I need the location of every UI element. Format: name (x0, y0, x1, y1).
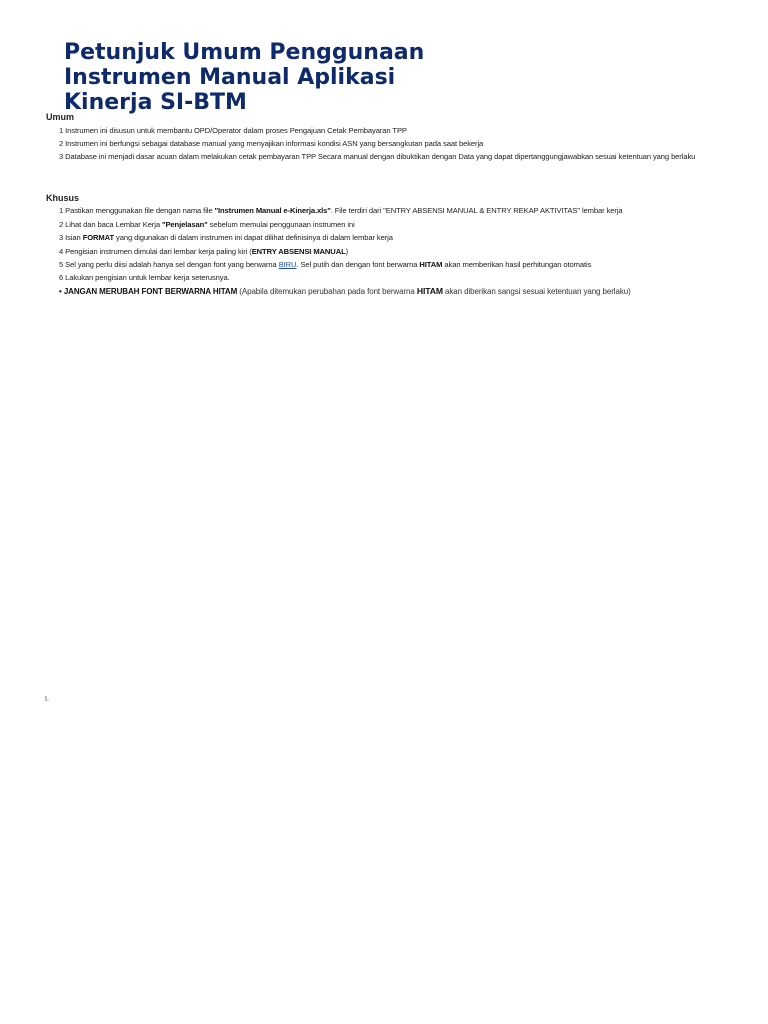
bullet-icon: • (59, 287, 62, 296)
khusus-item-5-post: akan memberikan hasil perhitungan otomatis (442, 260, 592, 269)
khusus-item-1 (59, 206, 623, 216)
khusus-item-1-pre: 1 Pastikan menggunakan file dengan nama file (59, 206, 215, 215)
khusus-item-3 (59, 233, 393, 243)
khusus-item-6: 6 Lakukan pengisian untuk lembar kerja seterusnya. (59, 273, 230, 282)
khusus-item-1-post: . File terdiri dari "ENTRY ABSENSI MANUAL & ENTRY REKAP AKTIVITAS" lembar kerja (330, 206, 623, 215)
warning-note-pre: (Apabila ditemukan perubahan pada font berwarna (237, 287, 417, 296)
section-heading-umum: Umum (46, 112, 75, 122)
khusus-item-2-sheet: "Penjelasan" (161, 220, 208, 229)
warning-bold: JANGAN MERUBAH FONT BERWARNA HITAM (63, 287, 238, 296)
khusus-item-2-post: sebelum memulai penggunaan instrumen ini (207, 220, 355, 229)
khusus-item-4-pre: 4 Pengisian instrumen dimulai dari lembar kerja paling kiri ( (59, 247, 252, 256)
umum-item-3: 3 Database ini menjadi dasar acuan dalam melakukan cetak pembayaran TPP Secara manual dengan dibuktikan dengan Data yang dapat dipertanggungjawabkan sesuai ketentuan yang berlaku (59, 152, 696, 161)
warning-note-hitam: HITAM (416, 286, 443, 296)
khusus-item-5-mid: . Sel putih dan dengan font berwarna (296, 260, 420, 269)
title-line-3: Kinerja SI-BTM (64, 90, 247, 114)
biru-link[interactable]: BIRU (278, 260, 297, 269)
warning-line (59, 286, 631, 297)
khusus-item-1-filename: "Instrumen Manual e-Kinerja.xls" (214, 206, 331, 215)
khusus-item-5-pre: 5 Sel yang perlu diisi adalah hanya sel dengan font yang berwarna (59, 260, 279, 269)
title-line-1: Petunjuk Umum Penggunaan (64, 40, 425, 65)
khusus-item-5 (59, 260, 591, 270)
khusus-item-4-post: ) (345, 247, 349, 256)
warning-note-post: akan diberikan sangsi sesuai ketentuan yang berlaku) (442, 287, 631, 296)
khusus-item-4 (59, 247, 348, 257)
khusus-item-3-format: FORMAT (82, 233, 115, 242)
khusus-item-5-hitam: HITAM (419, 260, 443, 269)
khusus-item-4-sheet: ENTRY ABSENSI MANUAL (251, 247, 346, 256)
khusus-item-2 (59, 220, 355, 230)
khusus-item-2-pre: 2 Lihat dan baca Lembar Kerja (59, 220, 162, 229)
section-heading-khusus: Khusus (46, 193, 80, 203)
umum-item-1: 1 Instrumen ini disusun untuk membantu OPD/Operator dalam proses Pengajuan Cetak Pembayaran TPP (59, 126, 407, 135)
footer-marker: I. (45, 696, 49, 703)
page-title (64, 36, 524, 114)
khusus-item-3-pre: 3 Isian (59, 233, 83, 242)
umum-item-2: 2 Instrumen ini berfungsi sebagai database manual yang menyajikan informasi kondisi ASN yang bersangkutan pada saat bekerja (59, 139, 484, 148)
title-line-2: Instrumen Manual Aplikasi (64, 65, 396, 90)
khusus-item-3-post: yang digunakan di dalam instrumen ini dapat dilihat definisinya di dalam lembar kerja (114, 233, 393, 242)
